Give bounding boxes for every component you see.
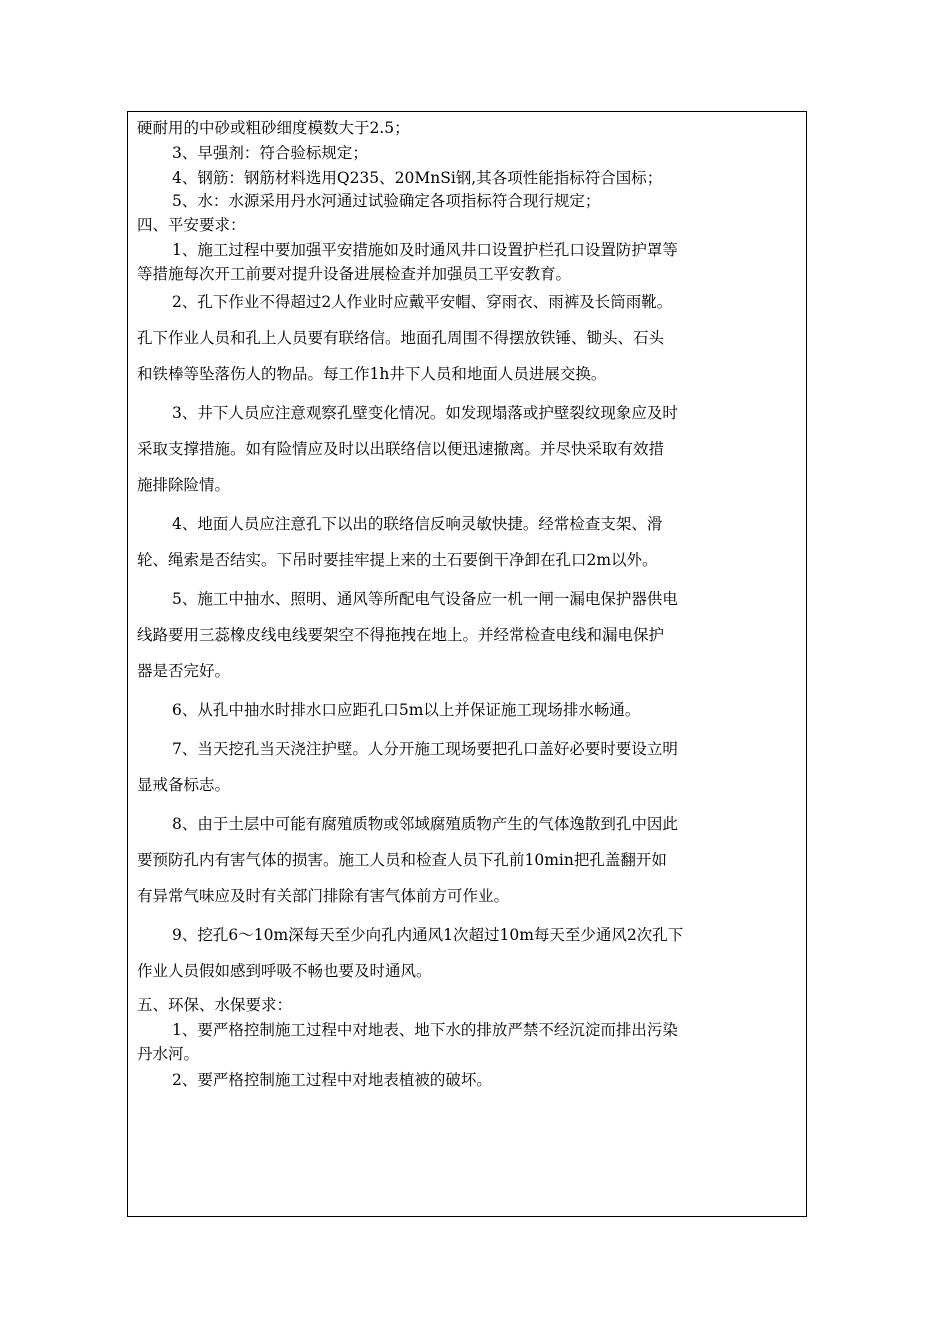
text-line: 7、当天挖孔当天浇注护壁。人分开施工现场要把孔口盖好必要时要设立明 bbox=[172, 740, 678, 758]
text-line: 8、由于土层中可能有腐殖质物或邻域腐殖质物产生的气体逸散到孔中因此 bbox=[172, 815, 678, 833]
text-line: 作业人员假如感到呼吸不畅也要及时通风。 bbox=[137, 962, 432, 980]
text-line: 采取支撑措施。如有险情应及时以出联络信以便迅速撤离。并尽快采取有效措 bbox=[137, 440, 665, 458]
text-line: 硬耐用的中砂或粗砂细度模数大于2.5； bbox=[137, 119, 410, 137]
text-line: 3、井下人员应注意观察孔壁变化情况。如发现塌落或护壁裂纹现象应及时 bbox=[172, 404, 678, 422]
text-line: 孔下作业人员和孔上人员要有联络信。地面孔周围不得摆放铁锤、锄头、石头 bbox=[137, 329, 665, 347]
text-line: 1、要严格控制施工过程中对地表、地下水的排放严禁不经沉淀而排出污染 bbox=[172, 1021, 678, 1039]
text-line: 施排除险情。 bbox=[137, 476, 231, 494]
text-line: 丹水河。 bbox=[137, 1045, 200, 1063]
section-heading: 五、环保、水保要求： bbox=[137, 996, 293, 1014]
text-line: 有异常气味应及时有关部门排除有害气体前方可作业。 bbox=[137, 887, 510, 905]
text-line: 线路要用三蕊橡皮线电线要架空不得拖拽在地上。并经常检查电线和漏电保护 bbox=[137, 626, 665, 644]
text-line: 器是否完好。 bbox=[137, 662, 231, 680]
text-line: 1、施工过程中要加强平安措施如及时通风井口设置护栏孔口设置防护罩等 bbox=[172, 241, 678, 259]
section-heading: 四、平安要求： bbox=[137, 216, 246, 234]
text-line: 要预防孔内有害气体的损害。施工人员和检查人员下孔前10min把孔盖翻开如 bbox=[137, 851, 667, 869]
text-line: 2、要严格控制施工过程中对地表植被的破坏。 bbox=[172, 1071, 492, 1089]
text-line: 4、钢筋：钢筋材料选用Q235、20MnSi钢,其各项性能指标符合国标； bbox=[172, 169, 663, 187]
text-line: 6、从孔中抽水时排水口应距孔口5m以上并保证施工现场排水畅通。 bbox=[172, 701, 641, 719]
text-line: 4、地面人员应注意孔下以出的联络信反响灵敏快捷。经常检查支架、滑 bbox=[172, 515, 663, 533]
text-line: 等措施每次开工前要对提升设备进展检查并加强员工平安教育。 bbox=[137, 265, 572, 283]
text-line: 9、挖孔6～10m深每天至少向孔内通风1次超过10m每天至少通风2次孔下 bbox=[172, 926, 684, 944]
text-line: 显戒备标志。 bbox=[137, 776, 231, 794]
text-line: 5、施工中抽水、照明、通风等所配电气设备应一机一闸一漏电保护器供电 bbox=[172, 590, 678, 608]
text-line: 2、孔下作业不得超过2人作业时应戴平安帽、穿雨衣、雨裤及长筒雨靴。 bbox=[172, 293, 673, 311]
text-line: 3、早强剂：符合验标规定； bbox=[172, 144, 368, 162]
text-line: 轮、绳索是否结实。下吊时要挂牢提上来的土石要倒干净卸在孔口2m以外。 bbox=[137, 551, 658, 569]
text-line: 5、水：水源采用丹水河通过试验确定各项指标符合现行规定； bbox=[172, 192, 601, 210]
text-line: 和铁棒等坠落伤人的物品。每工作1h井下人员和地面人员进展交换。 bbox=[137, 365, 607, 383]
